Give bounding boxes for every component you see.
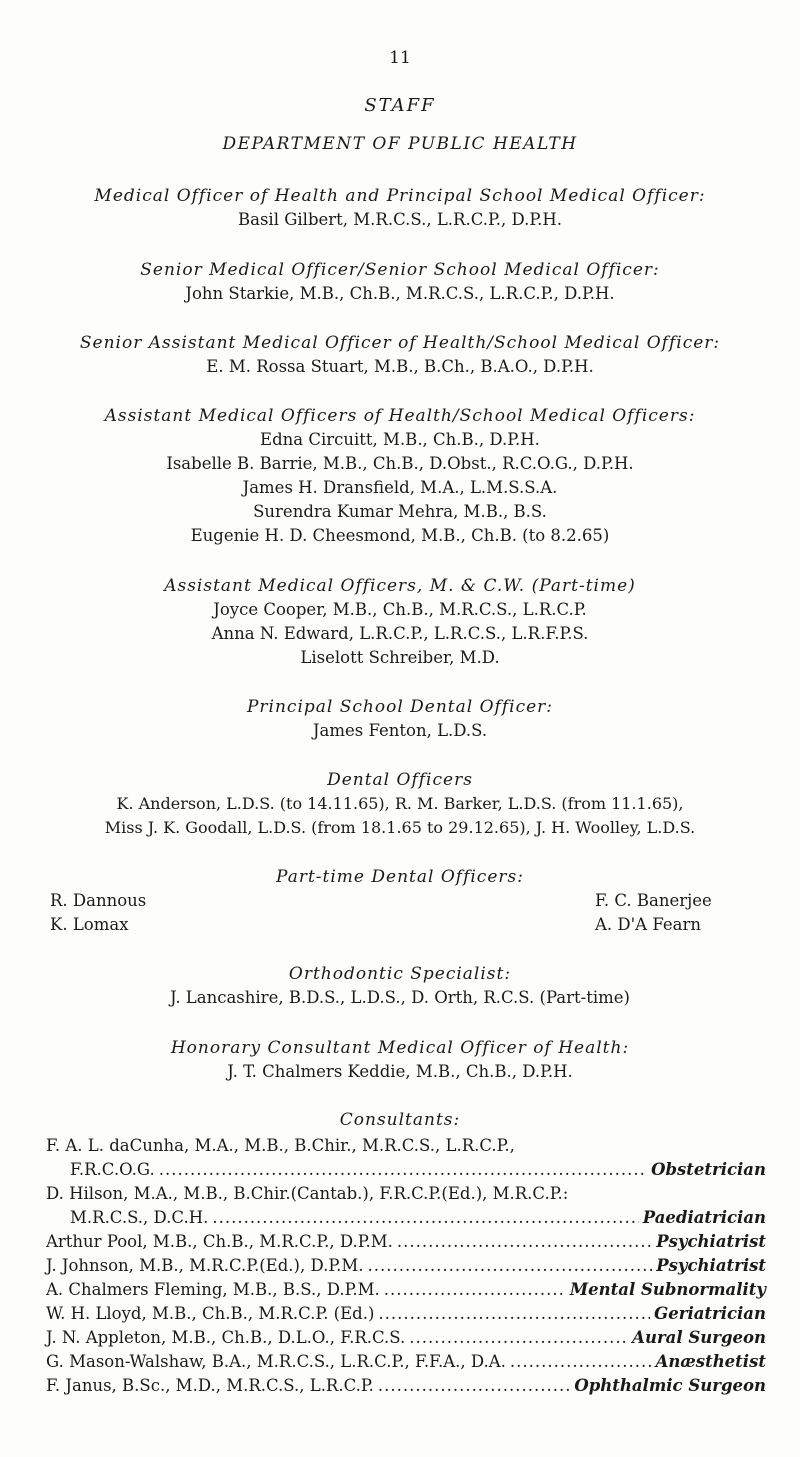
staff-title-block	[0, 94, 800, 118]
part-time-right-column	[595, 889, 712, 937]
section-assistant-mcw	[0, 574, 800, 670]
staff-line: Anna N. Edward, L.R.C.P., L.R.C.S., L.R.F.P.S.	[211, 624, 589, 643]
staff-line: James Fenton, L.D.S.	[312, 721, 488, 740]
consultant-role: Anæsthetist	[655, 1352, 766, 1371]
staff-name: R. Dannous	[50, 891, 147, 910]
staff-line: K. Anderson, L.D.S. (to 14.11.65), R. M. Barker, L.D.S. (from 11.1.65),	[116, 794, 684, 813]
page-number: 11	[389, 48, 411, 68]
section-moh	[0, 184, 800, 232]
staff-line: J. T. Chalmers Keddie, M.B., Ch.B., D.P.H.	[227, 1062, 573, 1081]
staff-line: Liselott Schreiber, M.D.	[300, 648, 500, 667]
staff-line: James H. Dransfield, M.A., L.M.S.S.A.	[242, 478, 558, 497]
consultant-role: Ophthalmic Surgeon	[574, 1376, 766, 1395]
consultants-heading-block	[0, 1108, 800, 1132]
consultant-role: Paediatrician	[642, 1208, 766, 1227]
section-dental-officers	[0, 768, 800, 840]
staff-line: Isabelle B. Barrie, M.B., Ch.B., D.Obst., R.C.O.G., D.P.H.	[166, 454, 634, 473]
staff-name: F. C. Banerjee	[595, 891, 712, 910]
section-heading: Part-time Dental Officers:	[276, 867, 524, 887]
staff-line: Basil Gilbert, M.R.C.S., L.R.C.P., D.P.H.	[237, 210, 562, 229]
consultant-row: J. Johnson, M.B., M.R.C.P.(Ed.), D.P.M. ..... Psychiatrist	[46, 1254, 766, 1278]
section-senior-mo	[0, 258, 800, 306]
part-time-left-column	[50, 889, 146, 937]
consultant-role: Psychiatrist	[656, 1232, 766, 1251]
consultant-line: D. Hilson, M.A., M.B., B.Chir.(Cantab.), F.R.C.P.(Ed.), M.R.C.P.:	[46, 1184, 569, 1203]
staff-line: John Starkie, M.B., Ch.B., M.R.C.S., L.R.C.P., D.P.H.	[185, 284, 615, 303]
section-part-time-dental	[0, 865, 800, 889]
section-heading: Honorary Consultant Medical Officer of Health:	[170, 1038, 630, 1058]
staff-line: E. M. Rossa Stuart, M.B., B.Ch., B.A.O., D.P.H.	[206, 357, 594, 376]
section-heading: Orthodontic Specialist:	[288, 964, 512, 984]
consultant-role: Psychiatrist	[656, 1256, 766, 1275]
staff-name: A. D'A Fearn	[595, 915, 701, 934]
department-block	[0, 132, 800, 156]
consultant-role: Aural Surgeon	[632, 1328, 766, 1347]
consultant-row: J. N. Appleton, M.B., Ch.B., D.L.O., F.R.C.S. ..... Aural Surgeon	[46, 1326, 766, 1350]
staff-line: Joyce Cooper, M.B., Ch.B., M.R.C.S., L.R.C.P.	[213, 600, 587, 619]
section-heading: Senior Medical Officer/Senior School Medical Officer:	[140, 260, 660, 280]
section-assistant-mo	[0, 404, 800, 548]
section-principal-dental	[0, 695, 800, 743]
consultant-role: Obstetrician	[651, 1160, 766, 1179]
consultant-role: Mental Subnormality	[569, 1280, 766, 1299]
staff-line: Miss J. K. Goodall, L.D.S. (from 18.1.65 to 29.12.65), J. H. Woolley, L.D.S.	[104, 818, 696, 837]
section-heading: Assistant Medical Officers of Health/School Medical Officers:	[104, 406, 696, 426]
page-title: STAFF	[364, 95, 436, 116]
section-heading: Medical Officer of Health and Principal School Medical Officer:	[94, 186, 706, 206]
section-heading: Senior Assistant Medical Officer of Health/School Medical Officer:	[79, 333, 721, 353]
consultant-row: M.R.C.S., D.C.H. ..... Paediatrician	[46, 1206, 766, 1230]
section-heading: Principal School Dental Officer:	[246, 697, 554, 717]
consultant-row: F. Janus, B.Sc., M.D., M.R.C.S., L.R.C.P. ..... Ophthalmic Surgeon	[46, 1374, 766, 1398]
section-heading: Assistant Medical Officers, M. & C.W. (Part-time)	[164, 576, 636, 596]
consultants-list	[46, 1134, 766, 1398]
consultants-heading: Consultants:	[339, 1110, 461, 1130]
consultant-row: F.R.C.O.G. ..... Obstetrician	[46, 1158, 766, 1182]
consultant-row: W. H. Lloyd, M.B., Ch.B., M.R.C.P. (Ed.) ..... Geriatrician	[46, 1302, 766, 1326]
section-honorary	[0, 1036, 800, 1084]
consultant-row: A. Chalmers Fleming, M.B., B.S., D.P.M. ..... Mental Subnormality	[46, 1278, 766, 1302]
consultant-row: Arthur Pool, M.B., Ch.B., M.R.C.P., D.P.M. ..... Psychiatrist	[46, 1230, 766, 1254]
staff-line: Eugenie H. D. Cheesmond, M.B., Ch.B. (to 8.2.65)	[190, 526, 610, 545]
staff-line: Surendra Kumar Mehra, M.B., B.S.	[253, 502, 547, 521]
department-heading: DEPARTMENT OF PUBLIC HEALTH	[222, 134, 578, 154]
consultant-role: Geriatrician	[654, 1304, 766, 1323]
staff-name: K. Lomax	[50, 915, 129, 934]
staff-line: J. Lancashire, B.D.S., L.D.S., D. Orth, R.C.S. (Part-time)	[169, 988, 630, 1007]
section-orthodontic	[0, 962, 800, 1010]
consultant-row: G. Mason-Walshaw, B.A., M.R.C.S., L.R.C.P., F.F.A., D.A. ..... Anæsthetist	[46, 1350, 766, 1374]
section-heading: Dental Officers	[327, 770, 473, 790]
consultant-line: F. A. L. daCunha, M.A., M.B., B.Chir., M.R.C.S., L.R.C.P.,	[46, 1136, 515, 1155]
section-senior-assistant	[0, 331, 800, 379]
staff-line: Edna Circuitt, M.B., Ch.B., D.P.H.	[260, 430, 540, 449]
